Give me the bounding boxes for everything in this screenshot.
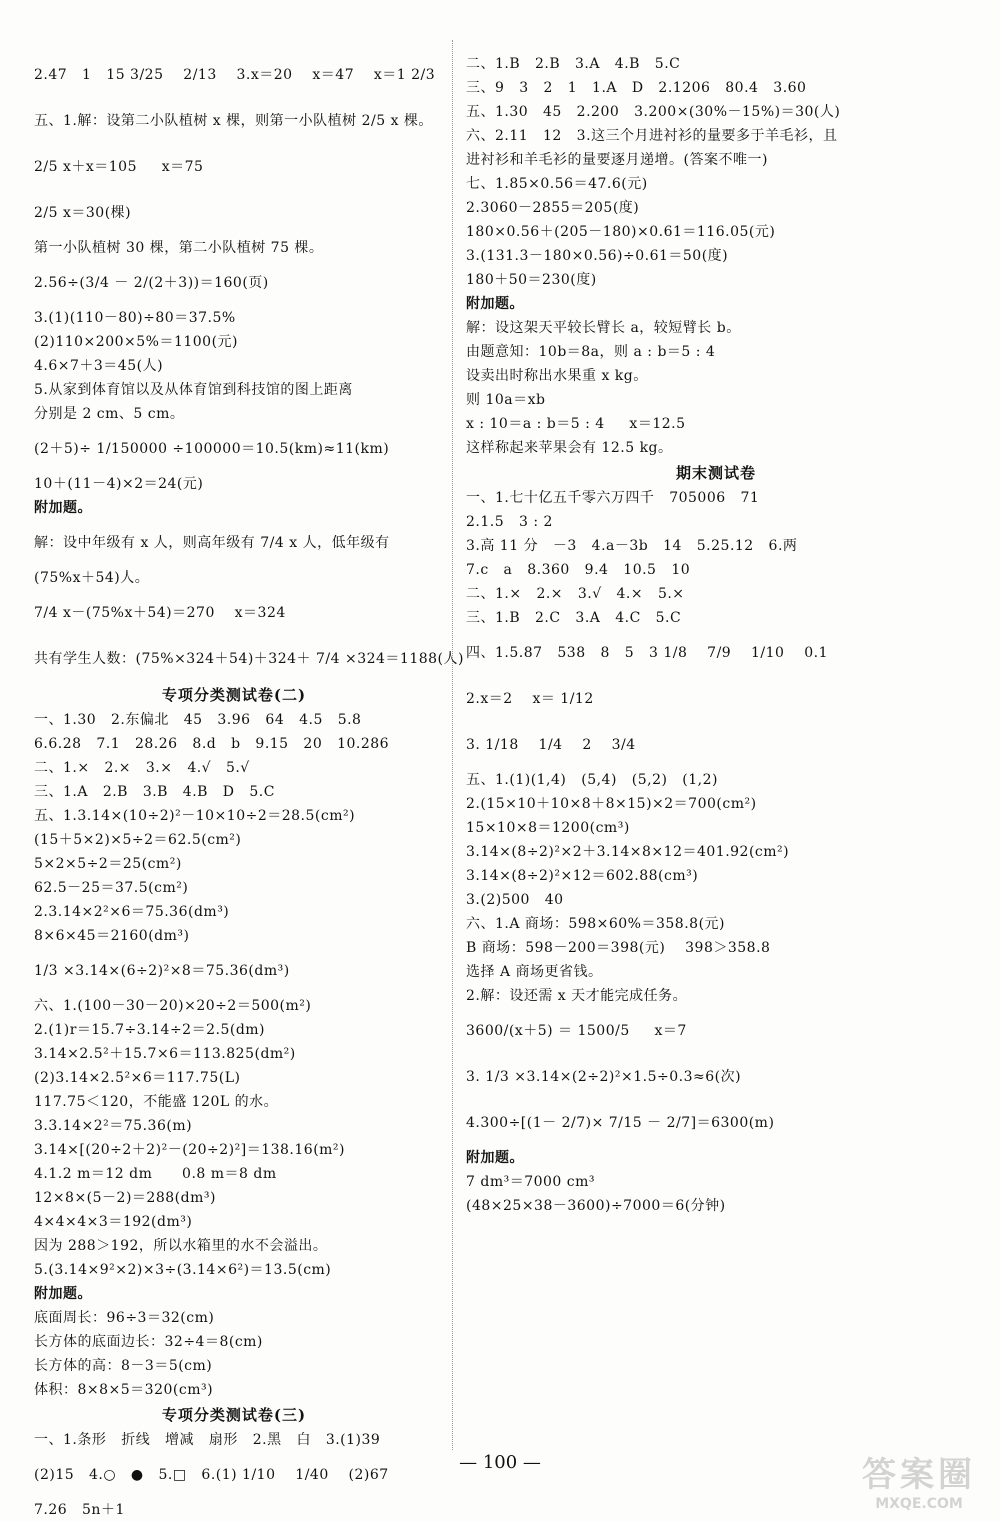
answer-line: 8×6×45＝2160(dm³) [34, 928, 190, 944]
answer-line: 2/5 x＝30(棵) [34, 205, 132, 221]
answer-line: 由题意知：10b＝8a，则 a : b＝5 : 4 [466, 344, 716, 360]
answer-line: 62.5－25＝37.5(cm²) [34, 880, 189, 896]
answer-line: 3. 1/18 1/4 2 3/4 [466, 737, 636, 753]
answer-line: 五、1.3.14×(10÷2)²－10×10÷2＝28.5(cm²) [34, 808, 356, 824]
watermark-url: MXQE.COM [875, 1496, 963, 1512]
answer-line: 10＋(11－4)×2＝24(元) [34, 476, 204, 492]
answer-line: 选择 A 商场更省钱。 [466, 964, 603, 980]
answer-line: 六、2.11 12 3.这三个月进衬衫的量要多于羊毛衫，且 [466, 128, 838, 144]
answer-line: 分别是 2 cm、5 cm。 [34, 406, 185, 422]
answer-line: 2.1.5 3 : 2 [466, 514, 553, 530]
answer-line: 2.3060－2855＝205(度) [466, 200, 640, 216]
answer-line: 进衬衫和羊毛衫的量要逐月递增。(答案不唯一) [466, 152, 768, 168]
answer-line: 三、1.B 2.C 3.A 4.C 5.C [466, 610, 682, 626]
answer-line: 180＋50＝230(度) [466, 272, 597, 288]
answer-line: 一、1.条形 折线 增减 扇形 2.黑 白 3.(1)39 [34, 1432, 381, 1448]
answer-line: x : 10＝a : b＝5 : 4 x＝12.5 [466, 416, 686, 432]
section-title: 期末测试卷 [675, 464, 756, 482]
answer-line: (2)15 4.○ ● 5.□ 6.(1) 1/10 1/40 (2)67 [34, 1467, 389, 1483]
watermark-logo [844, 1447, 994, 1517]
answer-line: B 商场：598－200＝398(元) 398＞358.8 [466, 940, 771, 956]
answer-line: 3.(131.3－180×0.56)÷0.61＝50(度) [466, 248, 729, 264]
answer-line: 5.(3.14×9²×2)×3÷(3.14×6²)＝13.5(cm) [34, 1262, 332, 1278]
answer-line: 3.14×(8÷2)²×2＋3.14×8×12＝401.92(cm²) [466, 844, 790, 860]
answer-line: 这样称起来苹果会有 12.5 kg。 [466, 440, 673, 456]
answer-line: 一、1.七十亿五千零六万四千 705006 71 [466, 490, 760, 506]
right-column [466, 52, 966, 1218]
answer-line: 一、1.30 2.东偏北 45 3.96 64 4.5 5.8 [34, 712, 362, 728]
answer-line: 因为 288＞192，所以水箱里的水不会溢出。 [34, 1238, 328, 1254]
answer-line: 4×4×4×3＝192(dm³) [34, 1214, 193, 1230]
answer-line: 解：设中年级有 x 人，则高年级有 7/4 x 人，低年级有 [34, 535, 390, 551]
watermark-text: 答案圈 [862, 1455, 976, 1495]
answer-line: 2.3.14×2²×6＝75.36(dm³) [34, 904, 230, 920]
answer-line: 2.47 1 15 3/25 2/13 3.x＝20 x＝47 x＝1 2/3 [34, 67, 436, 83]
answer-line: 第一小队植树 30 棵，第二小队植树 75 棵。 [34, 240, 324, 256]
answer-line: 6.6.28 7.1 28.26 8.d b 9.15 20 10.286 [34, 736, 390, 752]
answer-line: 5×2×5÷2＝25(cm²) [34, 856, 182, 872]
answer-line: 附加题。 [34, 1286, 92, 1302]
answer-line: 3.14×[(20÷2＋2)²－(20÷2)²]＝138.16(m²) [34, 1142, 346, 1158]
column-divider [452, 40, 453, 1450]
answer-line: 底面周长：96÷3＝32(cm) [34, 1310, 215, 1326]
answer-line: 五、1.30 45 2.200 3.200×(30%－15%)＝30(人) [466, 104, 841, 120]
answer-line: 3.(2)500 40 [466, 892, 564, 908]
answer-line: 2.x＝2 x＝ 1/12 [466, 691, 594, 707]
answer-line: 7 dm³＝7000 cm³ [466, 1174, 596, 1190]
section-title: 专项分类测试卷(二) [161, 686, 307, 704]
answer-line: 3.14×2.5²＋15.7×6＝113.825(dm²) [34, 1046, 296, 1062]
answer-line: 3.(1)(110－80)÷80＝37.5% [34, 310, 236, 326]
answer-line: (75%x＋54)人。 [34, 570, 150, 586]
answer-line: 5.从家到体育馆以及从体育馆到科技馆的图上距离 [34, 382, 353, 398]
answer-line: 三、9 3 2 1 1.A D 2.1206 80.4 3.60 [466, 80, 807, 96]
answer-line: 附加题。 [34, 500, 92, 516]
answer-line: 长方体的底面边长：32÷4＝8(cm) [34, 1334, 263, 1350]
answer-line: 2.56÷(3/4 － 2/(2＋3))＝160(页) [34, 275, 269, 291]
answer-line: 3600/(x＋5) ＝ 1500/5 x＝7 [466, 1023, 687, 1039]
answer-line: 4.300÷[(1－ 2/7)× 7/15 － 2/7]＝6300(m) [466, 1115, 775, 1131]
answer-line: 3.3.14×2²＝75.36(m) [34, 1118, 193, 1134]
answer-line: 六、1.A 商场：598×60%＝358.8(元) [466, 916, 725, 932]
answer-line: 3.高 11 分 －3 4.a－3b 14 5.25.12 6.两 [466, 538, 798, 554]
answer-line: (2)110×200×5%＝1100(元) [34, 334, 238, 350]
answer-line: 解：设这架天平较长臂长 a，较短臂长 b。 [466, 320, 741, 336]
answer-line: 4.6×7＋3＝45(人) [34, 358, 164, 374]
answer-line: 五、1.(1)(1,4) (5,4) (5,2) (1,2) [466, 772, 718, 788]
answer-line: 15×10×8＝1200(cm³) [466, 820, 630, 836]
answer-line: 二、1.× 2.× 3.× 4.√ 5.√ [34, 760, 250, 776]
answer-line: 七、1.85×0.56＝47.6(元) [466, 176, 648, 192]
page-number: — 100 — [459, 1452, 541, 1473]
answer-line: 附加题。 [466, 1150, 524, 1166]
answer-line: 三、1.A 2.B 3.B 4.B D 5.C [34, 784, 275, 800]
answer-line: 二、1.B 2.B 3.A 4.B 5.C [466, 56, 681, 72]
left-column [34, 52, 464, 1522]
answer-line: 共有学生人数：(75%×324＋54)＋324＋ 7/4 ×324＝1188(人) [34, 651, 464, 667]
answer-line: 四、1.5.87 538 8 5 3 1/8 7/9 1/10 0.1 [466, 645, 828, 661]
section-title: 专项分类测试卷(三) [161, 1406, 307, 1424]
answer-line: (48×25×38－3600)÷7000＝6(分钟) [466, 1198, 726, 1214]
answer-line: 4.1.2 m＝12 dm 0.8 m＝8 dm [34, 1166, 277, 1182]
answer-line: (15＋5×2)×5÷2＝62.5(cm²) [34, 832, 242, 848]
answer-line: (2)3.14×2.5²×6＝117.75(L) [34, 1070, 241, 1086]
answer-line: 二、1.× 2.× 3.√ 4.× 5.× [466, 586, 685, 602]
answer-line: 附加题。 [466, 296, 524, 312]
answer-line: 3.14×(8÷2)²×12＝602.88(cm³) [466, 868, 699, 884]
answer-line: 设卖出时称出水果重 x kg。 [466, 368, 648, 384]
answer-line: 则 10a＝xb [466, 392, 546, 408]
answer-line: 五、1.解：设第二小队植树 x 棵，则第一小队植树 2/5 x 棵。 [34, 113, 433, 129]
answer-line: 六、1.(100－30－20)×20÷2＝500(m²) [34, 998, 312, 1014]
answer-line: 2.(1)r＝15.7÷3.14÷2＝2.5(dm) [34, 1022, 266, 1038]
answer-line: 7.26 5n＋1 [34, 1502, 125, 1518]
answer-line: (2＋5)÷ 1/150000 ÷100000＝10.5(km)≈11(km) [34, 441, 390, 457]
answer-line: 体积：8×8×5＝320(cm³) [34, 1382, 214, 1398]
answer-line: 7/4 x－(75%x＋54)＝270 x＝324 [34, 605, 286, 621]
answer-line: 2.(15×10＋10×8＋8×15)×2＝700(cm²) [466, 796, 757, 812]
answer-line: 180×0.56＋(205－180)×0.61＝116.05(元) [466, 224, 776, 240]
answer-line: 长方体的高：8－3＝5(cm) [34, 1358, 213, 1374]
answer-line: 7.c a 8.360 9.4 10.5 10 [466, 562, 691, 578]
answer-line: 12×8×(5－2)＝288(dm³) [34, 1190, 216, 1206]
answer-line: 2/5 x＋x＝105 x＝75 [34, 159, 204, 175]
answer-line: 3. 1/3 ×3.14×(2÷2)²×1.5÷0.3≈6(次) [466, 1069, 742, 1085]
answer-line: 117.75＜120，不能盛 120L 的水。 [34, 1094, 279, 1110]
answer-line: 2.解：设还需 x 天才能完成任务。 [466, 988, 688, 1004]
answer-line: 1/3 ×3.14×(6÷2)²×8＝75.36(dm³) [34, 963, 290, 979]
